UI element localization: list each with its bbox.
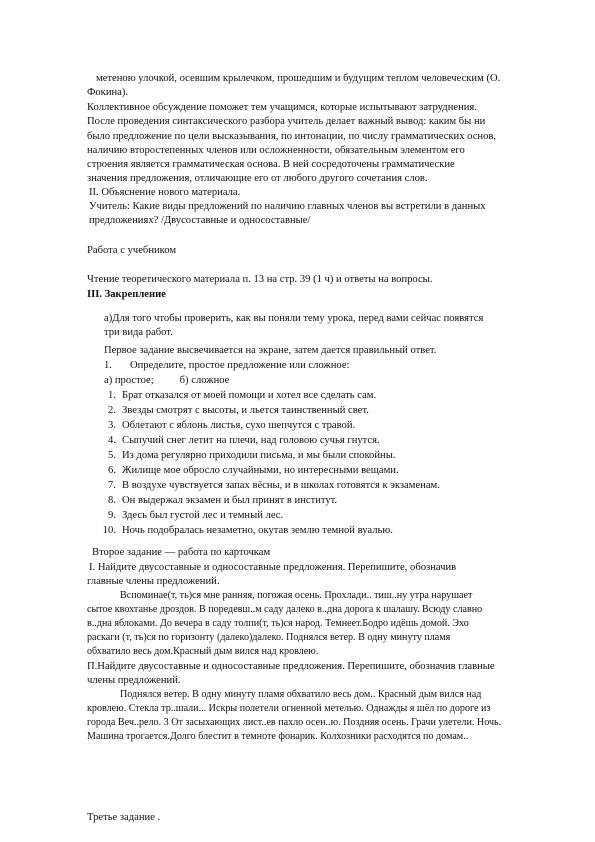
- item-number: 8.: [108, 495, 116, 506]
- item-text: Ночь подобралась незаметно, окутав землю темной вуалью.: [122, 525, 393, 536]
- item-text: Облетают с яблонь листья, сухо шепчутся с травой.: [122, 420, 356, 431]
- task-number: 1.: [104, 360, 112, 371]
- option-b: б) сложное: [179, 375, 230, 386]
- cards-title: Второе задание — работа по карточкам: [92, 547, 271, 558]
- option-a: а) простое;: [104, 375, 154, 386]
- intro-line: наличию второстепенных членов или осложненности, обязательным элементом его: [87, 145, 465, 156]
- intro-line: метеною улочкой, осевшим крылечком, прошедшим и будущим теплом человеческим (О.: [96, 73, 501, 84]
- task-intro: три вида работ.: [104, 327, 173, 338]
- item-number: 2.: [108, 405, 116, 416]
- card-2-instruction: члены предложений.: [87, 675, 181, 686]
- list-item: [98, 509, 283, 523]
- item-text: Брат отказался от моей помощи и хотел все сделать сам.: [122, 390, 377, 401]
- list-item: [98, 404, 369, 418]
- intro-line: Коллективное обсуждение поможет тем учащимся, которые испытывают затруднения.: [87, 102, 477, 113]
- item-text: Жилище мое обросло случайными, но интересными вещами.: [122, 465, 399, 476]
- teacher-question: Учитель: Какие виды предложений по наличию главных членов вы встретили в данных: [89, 201, 486, 212]
- item-number: 7.: [108, 480, 116, 491]
- item-text: В воздухе чувствуется запах вёсны, и в школах готовятся к экзаменам.: [122, 480, 440, 491]
- item-number: 10.: [102, 525, 116, 536]
- intro-line: Фокина).: [87, 87, 129, 98]
- card-2-text: города Веч..рело. 3 От засыхающих лист..ев пахло осен..ю. Поздняя осень. Грачи улетели. Ночь.: [87, 717, 502, 728]
- teacher-question: предложениях? /Двусоставные и односоставные/: [89, 215, 311, 226]
- card-2-text: кровлею. Стекла тр..шали... Искры полетели огненной метелью. Однажды я шёл по дороге из: [87, 703, 491, 714]
- card-2-text: Поднялся ветер. В одну минуту пламя обхватило весь дом.. Красный дым вился над: [120, 689, 482, 700]
- card-1-text: обхватило весь дом.Красный дым вился над кровлею.: [87, 646, 319, 657]
- item-number: 4.: [108, 435, 116, 446]
- item-number: 5.: [108, 450, 116, 461]
- card-2-text: Машина трогается.Долго блестит в темноте фонарик. Колхозники расходятся по домам..: [87, 731, 469, 742]
- task-text: Определите, простое предложение или сложное:: [129, 360, 350, 371]
- section-heading: II. Объяснение нового материала.: [89, 187, 241, 198]
- textbook-title: Работа с учебником: [87, 245, 177, 256]
- list-item: [98, 389, 376, 403]
- intro-line: было предложение по цели высказывания, по интонации, по числу грамматических основ,: [87, 131, 497, 142]
- task-intro: Первое задание высвечивается на экране, затем дается правильный ответ.: [104, 345, 437, 356]
- section-heading: III. Закрепление: [87, 289, 166, 300]
- intro-line: После проведения синтаксического разбора учитель делает важный вывод: каким бы ни: [87, 116, 486, 127]
- item-text: Он выдержал экзамен и был принят в институт.: [122, 495, 338, 506]
- textbook-reading: Чтение теоретического материала п. 13 на стр. 39 (1 ч) и ответы на вопросы.: [87, 274, 433, 285]
- item-text: Из дома регулярно приходили письма, и мы были спокойны.: [122, 450, 396, 461]
- intro-line: значения предложения, отличающие его от любого другого сочетания слов.: [87, 173, 428, 184]
- item-number: 6.: [108, 465, 116, 476]
- list-item: [98, 419, 355, 433]
- list-item: [98, 524, 393, 538]
- item-number: 1.: [108, 390, 116, 401]
- task-options: [104, 374, 229, 388]
- card-1-text: сытое квохтанье дроздов. В поредевш..м саду далеко в..дна дорога к шалашу. Всюду славно: [87, 604, 483, 615]
- third-task: Третье задание .: [87, 812, 161, 823]
- item-text: Сыпучий снег летит на плечи, над головою сучья гнутся.: [122, 435, 380, 446]
- list-item: [98, 494, 337, 508]
- task-intro: а)Для того чтобы проверить, как вы поняли тему урока, перед вами сейчас появятся: [104, 313, 484, 324]
- card-2-instruction: П.Найдите двусоставные и односоставные предложения. Перепишите, обозначив главные: [87, 661, 495, 672]
- list-item: [98, 434, 380, 448]
- intro-line: строения является грамматическая основа. В ней сосредоточены грамматические: [87, 159, 455, 170]
- card-1-text: раскаги (т, ть)ся по горизонту (далеко)далеко. Поднялся ветер. В одну минуту пламя: [87, 632, 451, 643]
- card-1-instruction: I. Найдите двусоставные и односоставные предложения. Перепишите, обозначив: [89, 562, 457, 573]
- card-1-text: в..дна яблоками. До вечера в саду толпи(т, ть)ся народ. Темнеет.Бодро идёшь домой. Эхо: [87, 618, 469, 629]
- card-1-text: Вспоминае(т, ть)ся мне ранняя, погожая осень. Прохлади.. тиш..ну утра нарушает: [120, 590, 473, 601]
- item-number: 3.: [108, 420, 116, 431]
- item-text: Здесь был густой лес и темный лес.: [122, 510, 284, 521]
- item-text: Звезды смотрят с высоты, и льется таинственный свет.: [122, 405, 369, 416]
- task-1: [104, 359, 349, 373]
- item-number: 9.: [108, 510, 116, 521]
- list-item: [98, 479, 440, 493]
- list-item: [98, 449, 395, 463]
- list-item: [98, 464, 399, 478]
- card-1-instruction: главные члены предложений.: [87, 576, 220, 587]
